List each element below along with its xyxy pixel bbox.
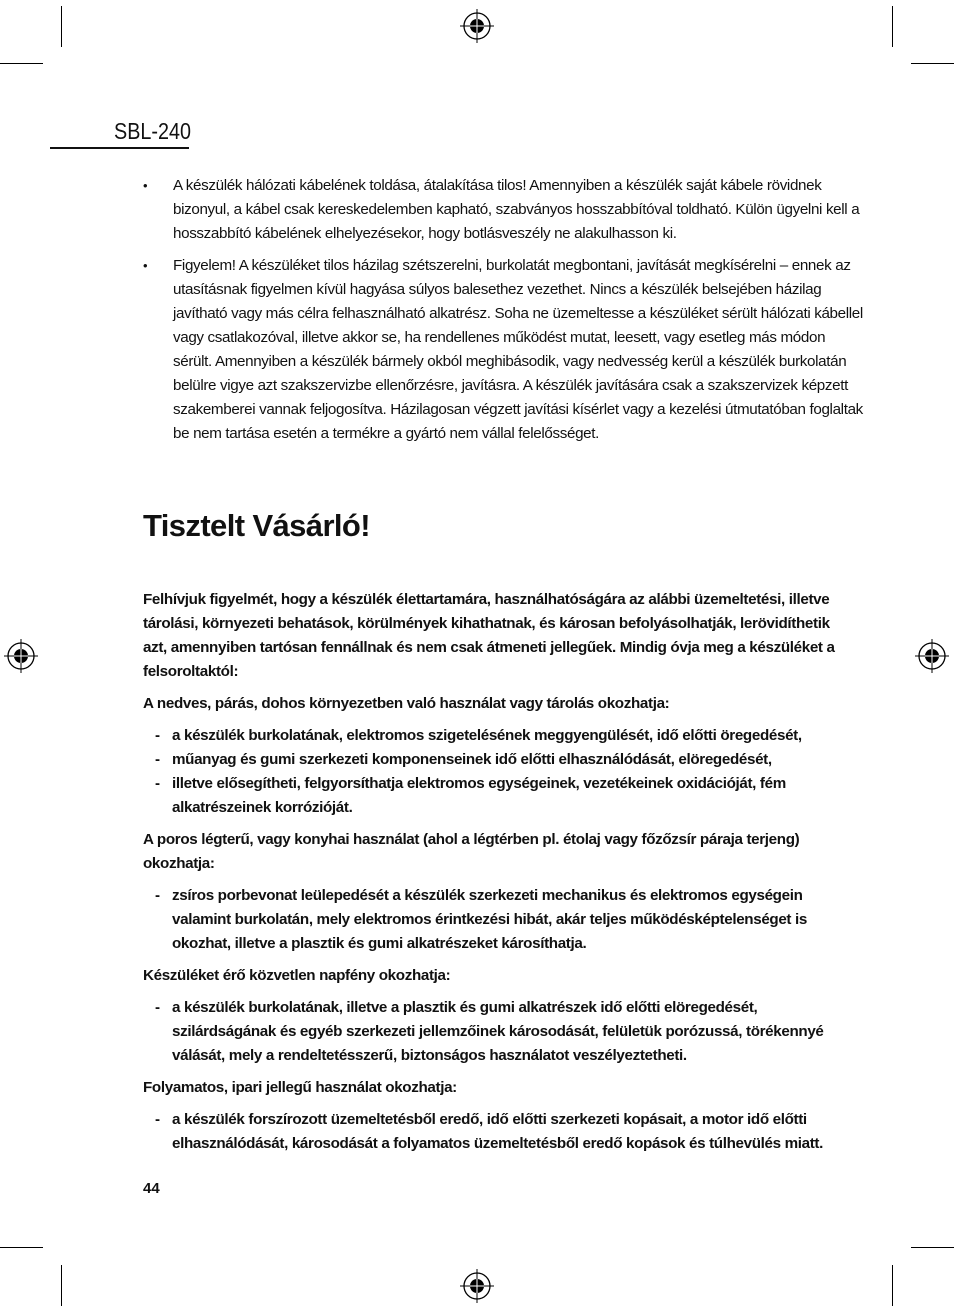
section-title: Készüléket érő közvetlen napfény okozhatja:: [143, 967, 451, 984]
page-heading: Tisztelt Vásárló!: [143, 508, 370, 543]
crop-mark: [911, 1247, 954, 1248]
list-item: - illetve elősegítheti, felgyorsíthatja elektromos egységeinek, vezetékeinek oxidációját, fém alkatrészeinek korrózióját.: [143, 772, 843, 820]
section-list: [143, 1108, 843, 1156]
list-item: - műanyag és gumi szerkezeti komponenseinek idő előtti elhasználódását, elöregedését,: [143, 748, 843, 772]
safety-bullet: • A készülék hálózati kábelének toldása, átalakítása tilos! Amennyiben a készülék saját kábele rövidnek bizonyul, a kábel csak kereskedelemben kapható, szabványos hosszabbítóval toldható. Külön ügyelni kell a hosszabbító kábelének elhelyezésekor, hogy botlásveszély ne alakulhasson ki.: [143, 174, 863, 246]
registration-mark-icon: [4, 639, 38, 673]
section-list: [143, 884, 843, 956]
intro-paragraph: Felhívjuk figyelmét, hogy a készülék élettartamára, használhatóságára az alábbi üzemeltetési, illetve tárolási, környezeti behatások, körülmények kihathatnak, és károsan befolyásolhatják, lerövidíthetik azt, amennyiben tartósan fennállnak és nem csak átmeneti jellegűek. Mindig óvja meg a készüléket a felsoroltaktól:: [143, 591, 835, 680]
section-title: A nedves, párás, dohos környezetben való használat vagy tárolás okozhatja:: [143, 695, 670, 712]
registration-mark-icon: [915, 639, 949, 673]
section-list: [143, 724, 843, 820]
list-item: - zsíros porbevonat leülepedését a készülék szerkezeti mechanikus és elektromos egységein valamint burkolatán, mely elektromos érintkezési hibát, akár teljes működésképtelenséget is okozhat, illetve a plasztik és gumi alkatrészeket károsíthatja.: [143, 884, 843, 956]
registration-mark-icon: [460, 9, 494, 43]
crop-mark: [892, 1265, 893, 1306]
crop-mark: [911, 63, 954, 64]
crop-mark: [61, 1265, 62, 1306]
safety-bullet: • Figyelem! A készüléket tilos házilag szétszerelni, burkolatát megbontani, javítását megkísérelni – ennek az utasításnak figyelmen kívül hagyása súlyos balesethez vezethet. Nincs a készülék belsejében házilag javítható vagy más célra felhasználható alkatrész. Soha ne üzemeltesse a készüléket sérült hálózati kábellel vagy csatlakozóval, illetve akkor se, ha rendellenes működést mutat, leesett, vagy esetleg más módon sérült. Amennyiben a készülék bármely okból meghibásodik, vagy nedvesség kerül a készülék burkolatán belülre vigye azt szakszervizbe ellenőrzésre, javításra. A készülék javítására csak a szakszervizek képzett szakemberei vannak feljogosítva. Házilagosan végzett javítási kísérlet vagy a kezelési útmutatóban foglaltak be nem tartása esetén a termékre a gyártó nem vállal felelősséget.: [143, 254, 863, 446]
list-item: - a készülék forszírozott üzemeltetésből eredő, idő előtti szerkezeti kopásait, a motor idő előtti elhasználódását, károsodását a folyamatos üzemeltetésből eredő kopások és túlhevülés miatt.: [143, 1108, 843, 1156]
header-rule: [50, 147, 189, 149]
list-item: - a készülék burkolatának, illetve a plasztik és gumi alkatrészek idő előtti elöregedését, szilárdságának és egyéb szerkezeti jellemzőinek károsodását, felületük porózussá, törékennyé válását, mely a rendeltetésszerű, biztonságos használatot veszélyeztetheti.: [143, 996, 843, 1068]
section-title: A poros légterű, vagy konyhai használat (ahol a légtérben pl. étolaj vagy főzőzsír páraja terjeng) okozhatja:: [143, 831, 800, 872]
list-item: - a készülék burkolatának, elektromos szigetelésének meggyengülését, idő előtti öregedését,: [143, 724, 843, 748]
section-list: [143, 996, 843, 1068]
crop-mark: [0, 63, 43, 64]
crop-mark: [0, 1247, 43, 1248]
crop-mark: [892, 6, 893, 47]
section-title: Folyamatos, ipari jellegű használat okozhatja:: [143, 1079, 457, 1096]
model-name: SBL-240: [114, 118, 191, 144]
registration-mark-icon: [460, 1269, 494, 1303]
safety-bullet-list: [143, 174, 863, 454]
notice-body: [143, 588, 843, 1164]
crop-mark: [61, 6, 62, 47]
page-number: 44: [143, 1180, 160, 1197]
